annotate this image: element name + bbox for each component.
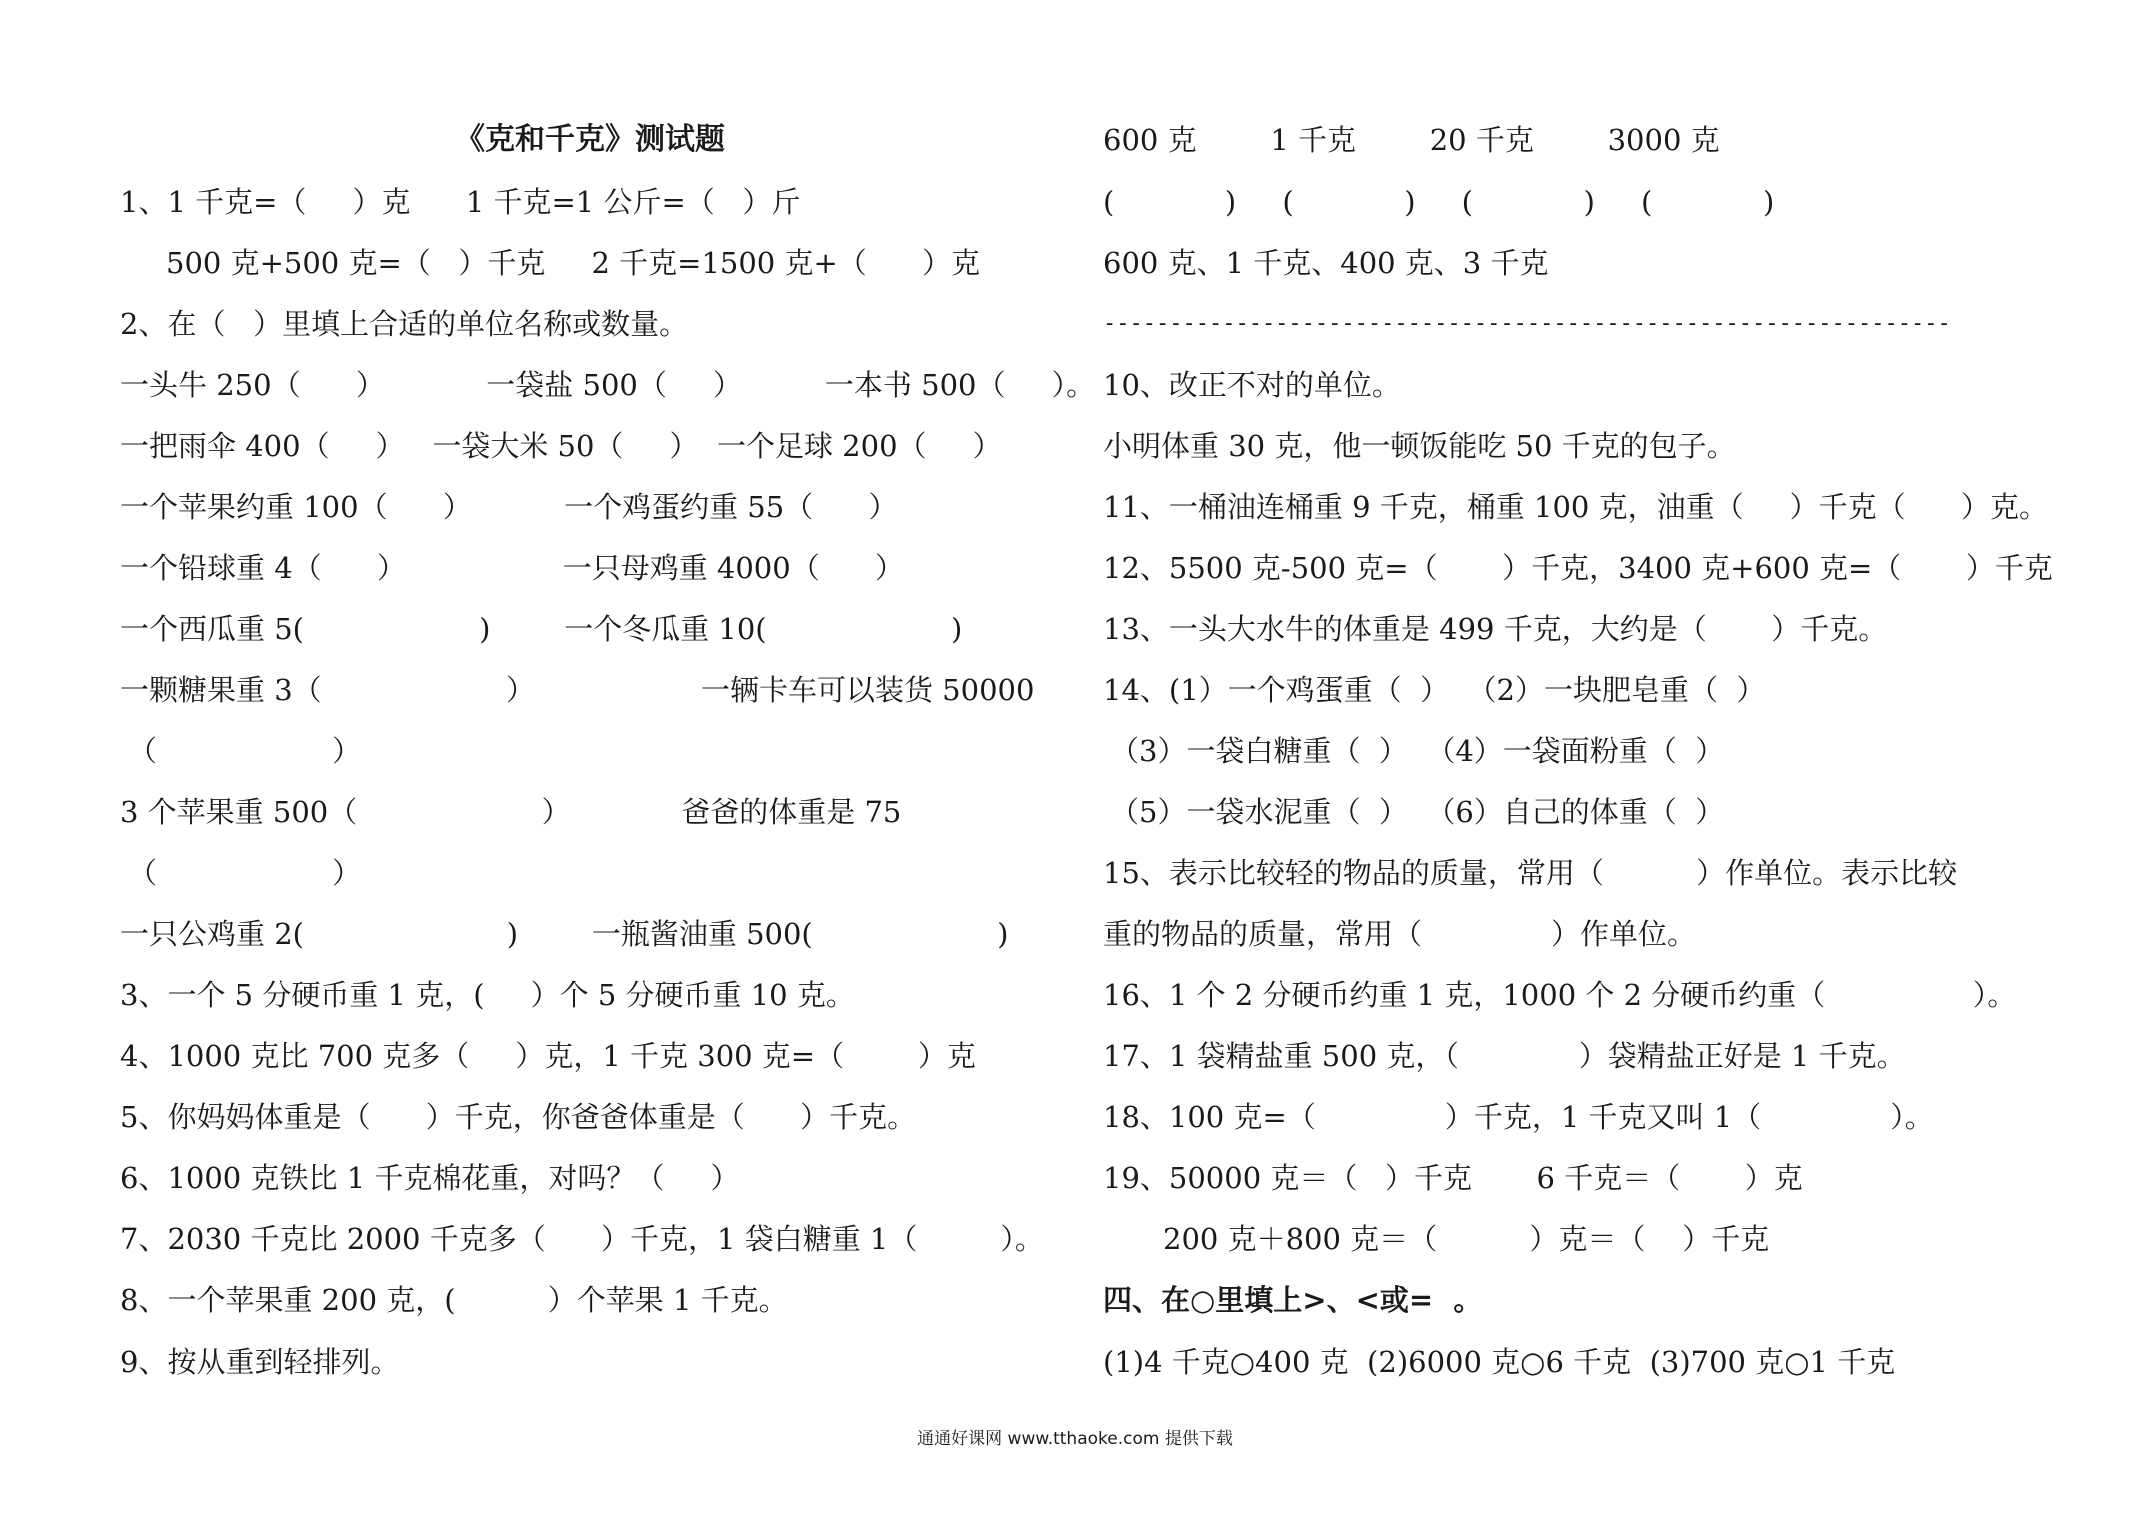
question-line: （5）一袋水泥重（ ） （6）自己的体重（ ） bbox=[1110, 795, 1725, 829]
question-line: 600 克、1 千克、400 克、3 千克 bbox=[1103, 246, 1549, 280]
question-line: 1、1 千克=（ ）克 1 千克=1 公斤=（ ）斤 bbox=[120, 185, 801, 219]
question-line: （ ） bbox=[128, 856, 362, 890]
question-line: 小明体重 30 克，他一顿饭能吃 50 千克的包子。 bbox=[1103, 429, 1736, 463]
question-line: 4、1000 克比 700 克多（ ）克，1 千克 300 克=（ ）克 bbox=[120, 1039, 976, 1073]
question-line: 13、一头大水牛的体重是 499 千克，大约是（ ）千克。 bbox=[1103, 612, 1888, 646]
question-line: 一个铅球重 4（ ） 一只母鸡重 4000（ ） bbox=[120, 551, 905, 585]
question-line: 5、你妈妈体重是（ ）千克，你爸爸体重是（ ）千克。 bbox=[120, 1100, 917, 1134]
divider-line: ---------------------------------------------------------------- bbox=[1103, 311, 1951, 336]
question-line: 15、表示比较轻的物品的质量，常用（ ）作单位。表示比较 bbox=[1103, 856, 1958, 890]
question-line: 3、一个 5 分硬币重 1 克，( ）个 5 分硬币重 10 克。 bbox=[120, 978, 855, 1012]
question-line: 16、1 个 2 分硬币约重 1 克，1000 个 2 分硬币约重（ ）。 bbox=[1103, 978, 2017, 1012]
question-line: 一个西瓜重 5( ) 一个冬瓜重 10( ) bbox=[120, 612, 963, 646]
question-line: 一头牛 250（ ） 一袋盐 500（ ） 一本书 500（ ）。 bbox=[120, 368, 1096, 402]
question-line: 11、一桶油连桶重 9 千克，桶重 100 克，油重（ ）千克（ ）克。 bbox=[1103, 490, 2048, 524]
question-line: ( ) ( ) ( ) ( ) bbox=[1103, 185, 1775, 219]
question-line: 2、在（ ）里填上合适的单位名称或数量。 bbox=[120, 307, 689, 341]
question-line: 7、2030 千克比 2000 千克多（ ）千克，1 袋白糖重 1（ ）。 bbox=[120, 1222, 1044, 1256]
question-line: 9、按从重到轻排列。 bbox=[120, 1345, 400, 1379]
question-line: 一颗糖果重 3（ ） 一辆卡车可以装货 50000 bbox=[120, 673, 1035, 707]
question-line: 3 个苹果重 500（ ） 爸爸的体重是 75 bbox=[120, 795, 902, 829]
question-line: 一个苹果约重 100（ ） 一个鸡蛋约重 55（ ） bbox=[120, 490, 898, 524]
page-title: 《克和千克》测试题 bbox=[455, 122, 725, 157]
section-heading: 四、在○里填上>、<或= 。 bbox=[1103, 1283, 1483, 1317]
question-line: 6、1000 克铁比 1 千克棉花重，对吗？（ ） bbox=[120, 1161, 740, 1195]
question-line: 10、改正不对的单位。 bbox=[1103, 368, 1401, 402]
question-line: （3）一袋白糖重（ ） （4）一袋面粉重（ ） bbox=[1110, 734, 1725, 768]
footer-credit: 通通好课网 www.tthaoke.com 提供下载 bbox=[917, 1429, 1233, 1449]
question-line: （ ） bbox=[128, 734, 362, 768]
question-line: 600 克 1 千克 20 千克 3000 克 bbox=[1103, 123, 1720, 157]
question-line: 18、100 克=（ ）千克，1 千克又叫 1（ ）。 bbox=[1103, 1100, 1934, 1134]
question-line: 500 克+500 克=（ ）千克 2 千克=1500 克+（ ）克 bbox=[166, 246, 981, 280]
question-line: 14、(1）一个鸡蛋重（ ） （2）一块肥皂重（ ） bbox=[1103, 673, 1766, 707]
question-line: 重的物品的质量，常用（ ）作单位。 bbox=[1103, 917, 1697, 951]
question-line: 200 克＋800 克＝（ ）克＝（ ）千克 bbox=[1163, 1222, 1770, 1256]
question-line: 12、5500 克-500 克=（ ）千克，3400 克+600 克=（ ）千克 bbox=[1103, 551, 2053, 585]
question-line: 17、1 袋精盐重 500 克，（ ）袋精盐正好是 1 千克。 bbox=[1103, 1039, 1906, 1073]
question-line: (1)4 千克○400 克 (2)6000 克○6 千克 (3)700 克○1 千克 bbox=[1103, 1345, 1896, 1379]
question-line: 一把雨伞 400（ ） 一袋大米 50（ ） 一个足球 200（ ） bbox=[120, 429, 1002, 463]
question-line: 8、一个苹果重 200 克，( ）个苹果 1 千克。 bbox=[120, 1283, 788, 1317]
question-line: 19、50000 克＝（ ）千克 6 千克＝（ ）克 bbox=[1103, 1161, 1803, 1195]
question-line: 一只公鸡重 2( ) 一瓶酱油重 500( ) bbox=[120, 917, 1009, 951]
